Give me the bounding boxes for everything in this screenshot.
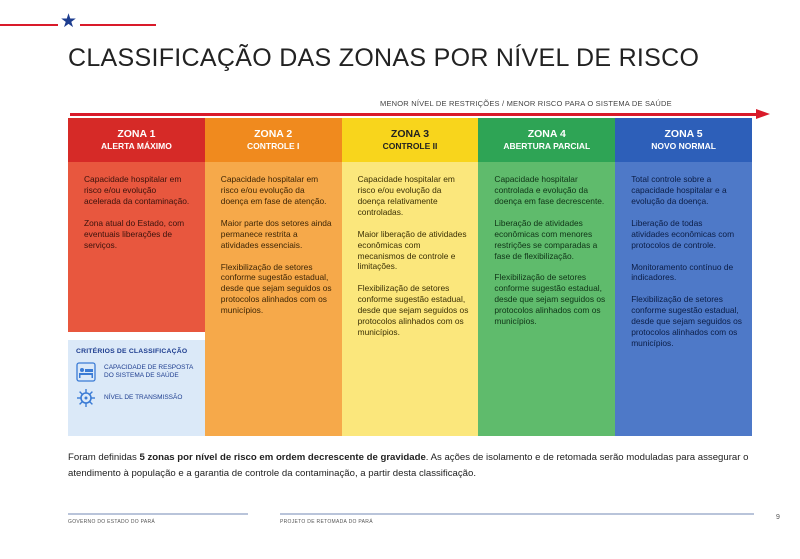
page-title: CLASSIFICAÇÃO DAS ZONAS POR NÍVEL DE RISCO — [68, 44, 700, 72]
caption — [68, 450, 758, 482]
zone-1-name: ALERTA MÁXIMO — [100, 141, 172, 152]
virus-icon — [76, 388, 96, 408]
zone-3-paragraph: Flexibilização de setores conforme sugestão estadual, desde que sejam seguidos os protocolos alinhados com os municípios. — [357, 283, 469, 338]
zone-3-header — [342, 118, 479, 162]
star-icon: ★ — [60, 11, 78, 32]
zone-5-paragraph: Flexibilização de setores conforme sugestão estadual, desde que sejam seguidos os protocolos alinhados com os municípios. — [631, 294, 742, 349]
zone-3-column — [342, 118, 479, 436]
caption-part1: Foram definidas — [68, 452, 140, 463]
zone-4-number: ZONA 4 — [527, 127, 566, 140]
zone-2-name: CONTROLE I — [246, 141, 300, 152]
zone-5-number: ZONA 5 — [664, 127, 703, 140]
zone-2-paragraph: Capacidade hospitalar em risco e/ou evolução da doença em fase de atenção. — [220, 174, 327, 206]
decorative-line-left — [0, 24, 58, 26]
caption-part2: . As ações de isolamento e de retomada serão moduladas para assegurar o atendimento à população e a garantia de controle da contaminação, a partir desta classificação. — [68, 452, 749, 479]
zone-3-number: ZONA 3 — [390, 127, 430, 140]
criteria-title: CRITÉRIOS DE CLASSIFICAÇÃO — [76, 348, 188, 355]
footer-divider-right — [280, 513, 754, 515]
zone-4-paragraph: Liberação de atividades econômicas com menores restrições se comparadas a fase de flexibilização. — [494, 217, 598, 261]
zone-2-header — [205, 118, 342, 162]
zone-2-column — [205, 118, 342, 436]
page-number: 9 — [776, 514, 780, 521]
footer-middle: PROJETO DE RETOMADA DO PARÁ — [280, 519, 373, 525]
footer-left: GOVERNO DO ESTADO DO PARÁ — [68, 519, 156, 525]
zone-4-name: ABERTURA PARCIAL — [503, 141, 591, 152]
zone-2-number: ZONA 2 — [254, 127, 293, 140]
zone-5-body — [615, 162, 752, 436]
zone-4-paragraph: Flexibilização de setores conforme sugestão estadual, desde que sejam seguidos os protocolos alinhados com os municípios. — [494, 272, 606, 327]
hospital-bed-icon — [76, 362, 96, 382]
zone-1-column — [68, 118, 205, 436]
zone-5-paragraph: Liberação de todas atividades econômicas com protocolos de controle. — [631, 217, 735, 250]
zone-4-body — [478, 162, 615, 436]
zone-1-header — [68, 118, 205, 162]
criteria-label: NÍVEL DE TRANSMISSÃO — [104, 393, 183, 401]
caption-bold: 5 zonas por nível de risco em ordem decrescente de gravidade — [139, 452, 426, 463]
zone-4-column — [478, 118, 615, 436]
zone-1-number: ZONA 1 — [117, 127, 156, 140]
criteria-item — [76, 362, 197, 382]
zones-table — [68, 118, 752, 436]
zone-3-body — [342, 162, 479, 436]
footer-divider-left — [68, 513, 248, 515]
criteria-box — [68, 340, 205, 436]
zone-1-paragraph: Zona atual do Estado, com eventuais liberações de serviços. — [84, 217, 185, 250]
zone-5-paragraph: Total controle sobre a capacidade hospitalar e a evolução da doença. — [631, 174, 727, 206]
zone-2-paragraph: Maior parte dos setores ainda permanece restrita a atividades essenciais. — [220, 217, 332, 250]
zone-5-name: NOVO NORMAL — [651, 141, 716, 152]
criteria-label: CAPACIDADE DE RESPOSTA DO SISTEMA DE SAÚDE — [104, 363, 193, 379]
zone-5-column — [615, 118, 752, 436]
zone-2-paragraph: Flexibilização de setores conforme sugestão estadual, desde que sejam seguidos os protocolos alinhados com os municípios. — [220, 261, 332, 316]
arrow-label: MENOR NÍVEL DE RESTRIÇÕES / MENOR RISCO PARA O SISTEMA DE SAÚDE — [380, 99, 672, 108]
risk-arrow-line — [70, 113, 760, 116]
zone-3-paragraph: Maior liberação de atividades econômicas com mecanismos de controle e limitações. — [357, 228, 467, 272]
criteria-item — [76, 388, 197, 408]
zone-5-paragraph: Monitoramento contínuo de indicadores. — [631, 261, 734, 283]
zone-4-header — [478, 118, 615, 162]
zone-1-body — [68, 162, 205, 332]
arrow-right-icon — [756, 109, 770, 119]
zone-3-name: CONTROLE II — [382, 141, 438, 152]
zone-5-header — [615, 118, 752, 162]
zone-3-paragraph: Capacidade hospitalar em risco e/ou evolução da doença relativamente controladas. — [357, 174, 455, 217]
zone-1-paragraph: Capacidade hospitalar em risco e/ou evolução acelerada da contaminação. — [84, 174, 190, 206]
zone-4-paragraph: Capacidade hospitalar controlada e evolução da doença em fase decrescente. — [494, 174, 605, 206]
decorative-line-right — [80, 24, 156, 26]
zone-2-body — [205, 162, 342, 436]
